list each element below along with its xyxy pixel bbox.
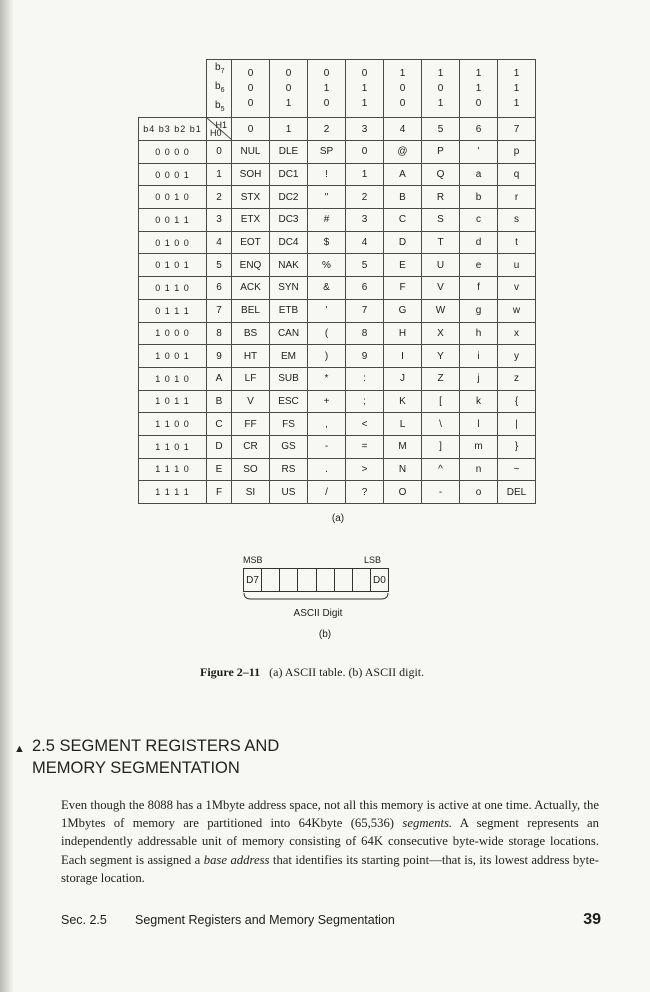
column-bits-6 [460, 60, 498, 118]
ascii-cell: * [308, 367, 346, 390]
bit-d0: D0 [373, 574, 386, 586]
row-bits: 0 1 0 0 [139, 231, 207, 254]
row-bits: 1 1 0 1 [139, 435, 207, 458]
term-segments: segments. [402, 816, 453, 831]
row-hex: C [207, 413, 232, 436]
ascii-cell: / [308, 481, 346, 504]
table-row [139, 277, 536, 300]
row-bits: 1 1 0 0 [139, 413, 207, 436]
row-bits: 1 0 1 1 [139, 390, 207, 413]
ascii-cell: } [498, 435, 536, 458]
ascii-cell: % [308, 254, 346, 277]
row-bits: 0 1 1 0 [139, 277, 207, 300]
ascii-cell: ( [308, 322, 346, 345]
column-bit: 0 [475, 98, 482, 109]
ascii-cell: 4 [346, 231, 384, 254]
ascii-cell: x [498, 322, 536, 345]
ascii-cell: 2 [346, 186, 384, 209]
table-row [139, 345, 536, 368]
ascii-cell: FS [270, 413, 308, 436]
ascii-cell: . [308, 458, 346, 481]
column-bit: 0 [399, 83, 406, 94]
ascii-cell: - [422, 481, 460, 504]
row-hex: 1 [207, 163, 232, 186]
digit-bracket [243, 593, 389, 605]
ascii-cell: v [498, 277, 536, 300]
row-bits: 0 1 1 1 [139, 299, 207, 322]
row-bits: 1 1 1 0 [139, 458, 207, 481]
figure-caption [200, 665, 530, 680]
ascii-cell: 0 [346, 141, 384, 164]
ascii-cell: X [422, 322, 460, 345]
table-row [139, 163, 536, 186]
page-spine-shadow [0, 0, 14, 992]
ascii-cell: " [308, 186, 346, 209]
ascii-cell: I [384, 345, 422, 368]
row-hex: 3 [207, 209, 232, 232]
column-bit: 0 [285, 83, 292, 94]
ascii-cell: HT [232, 345, 270, 368]
column-hex-0: 0 [232, 118, 270, 141]
ascii-cell: FF [232, 413, 270, 436]
row-hex: A [207, 367, 232, 390]
column-bit: 0 [285, 68, 292, 79]
figure-number: Figure 2–11 [200, 665, 261, 679]
ascii-cell: < [346, 413, 384, 436]
table-row [139, 367, 536, 390]
row-hex: 4 [207, 231, 232, 254]
ascii-cell: EM [270, 345, 308, 368]
ascii-cell: J [384, 367, 422, 390]
ascii-cell: s [498, 209, 536, 232]
ascii-cell: DC3 [270, 209, 308, 232]
ascii-cell: M [384, 435, 422, 458]
column-bit: 1 [323, 83, 330, 94]
column-bits-4 [384, 60, 422, 118]
table-row [139, 299, 536, 322]
ascii-cell: Z [422, 367, 460, 390]
bit-d4 [298, 569, 316, 591]
ascii-cell: e [460, 254, 498, 277]
ascii-cell: EOT [232, 231, 270, 254]
ascii-cell: NUL [232, 141, 270, 164]
ascii-cell: B [384, 186, 422, 209]
caption-a: (a) [331, 513, 345, 524]
ascii-cell: t [498, 231, 536, 254]
column-bits-7 [498, 60, 536, 118]
ascii-cell: ! [308, 163, 346, 186]
ascii-cell: q [498, 163, 536, 186]
bit-label: $b_7$ [215, 62, 225, 75]
ascii-cell: \ [422, 413, 460, 436]
column-bit: 0 [247, 98, 254, 109]
ascii-cell: NAK [270, 254, 308, 277]
ascii-cell: > [346, 458, 384, 481]
ascii-cell: 6 [346, 277, 384, 300]
column-bits-0 [232, 60, 270, 118]
section-heading-line2: MEMORY SEGMENTATION [32, 759, 240, 777]
column-bit: 0 [247, 68, 254, 79]
table-row [139, 390, 536, 413]
ascii-cell: ? [346, 481, 384, 504]
h1-h0-corner [207, 118, 232, 141]
column-bit: 0 [437, 83, 444, 94]
ascii-cell: SYN [270, 277, 308, 300]
ascii-cell: LF [232, 367, 270, 390]
ascii-cell: ETX [232, 209, 270, 232]
ascii-cell: H [384, 322, 422, 345]
ascii-cell: y [498, 345, 536, 368]
column-bit: 0 [323, 98, 330, 109]
ascii-cell: 3 [346, 209, 384, 232]
ascii-cell: k [460, 390, 498, 413]
ascii-cell: E [384, 254, 422, 277]
bit-label: $b_6$ [215, 81, 225, 94]
ascii-cell: V [422, 277, 460, 300]
table-row [139, 141, 536, 164]
ascii-cell: CAN [270, 322, 308, 345]
ascii-cell: T [422, 231, 460, 254]
column-bits-3 [346, 60, 384, 118]
ascii-cell: ; [346, 390, 384, 413]
ascii-cell: G [384, 299, 422, 322]
ascii-cell: ] [422, 435, 460, 458]
ascii-cell: = [346, 435, 384, 458]
column-hex-3: 3 [346, 118, 384, 141]
column-bit: 0 [247, 83, 254, 94]
ascii-cell: a [460, 163, 498, 186]
column-bit: 1 [399, 68, 406, 79]
row-hex: 9 [207, 345, 232, 368]
paragraph-part-2: A segment represents an independently addressable unit of memory consisting of 64K consecutive byte-wide storage locations. Each segment is assigned a [61, 816, 600, 867]
row-hex: 2 [207, 186, 232, 209]
ascii-cell: DEL [498, 481, 536, 504]
ascii-cell: SO [232, 458, 270, 481]
ascii-cell: n [460, 458, 498, 481]
ascii-cell: o [460, 481, 498, 504]
column-bit: 0 [361, 68, 368, 79]
page-footer [61, 913, 601, 933]
table-row [139, 458, 536, 481]
ascii-cell: US [270, 481, 308, 504]
ascii-cell: b [460, 186, 498, 209]
ascii-cell: ' [308, 299, 346, 322]
column-bit: 1 [437, 68, 444, 79]
column-bit: 1 [513, 83, 520, 94]
ascii-cell: S [422, 209, 460, 232]
row-hex: 0 [207, 141, 232, 164]
ascii-digit-label: ASCII Digit [293, 608, 343, 619]
column-bits-5 [422, 60, 460, 118]
ascii-cell: DC1 [270, 163, 308, 186]
column-hex-7: 7 [498, 118, 536, 141]
ascii-cell: A [384, 163, 422, 186]
column-bit: 1 [437, 98, 444, 109]
ascii-cell: ACK [232, 277, 270, 300]
ascii-cell: ) [308, 345, 346, 368]
paragraph-part-3: that identifies its starting point—that is, its lowest address byte-storage location. [61, 852, 599, 885]
column-bit: 1 [475, 68, 482, 79]
bit-d2 [335, 569, 353, 591]
ascii-cell: z [498, 367, 536, 390]
ascii-table [138, 59, 536, 504]
bit-d1 [353, 569, 371, 591]
ascii-cell: C [384, 209, 422, 232]
ascii-cell: STX [232, 186, 270, 209]
msb-label: MSB [243, 555, 263, 565]
ascii-cell: { [498, 390, 536, 413]
bit-d5 [280, 569, 298, 591]
row-bits: 0 0 1 0 [139, 186, 207, 209]
column-bit: 1 [361, 83, 368, 94]
ascii-cell: g [460, 299, 498, 322]
page-number: 39 [583, 911, 601, 928]
ascii-cell: BS [232, 322, 270, 345]
ascii-cell: # [308, 209, 346, 232]
row-hex: D [207, 435, 232, 458]
row-bits: 0 0 0 1 [139, 163, 207, 186]
column-bit: 1 [361, 98, 368, 109]
ascii-cell: f [460, 277, 498, 300]
ascii-cell: [ [422, 390, 460, 413]
ascii-cell: & [308, 277, 346, 300]
ascii-cell: 8 [346, 322, 384, 345]
section-marker-icon: ▲ [14, 743, 25, 755]
ascii-cell: BEL [232, 299, 270, 322]
row-bits-header: b4 b3 b2 b1 [139, 118, 207, 141]
ascii-cell: 9 [346, 345, 384, 368]
ascii-cell: DC4 [270, 231, 308, 254]
ascii-cell: ESC [270, 390, 308, 413]
ascii-cell: P [422, 141, 460, 164]
row-bits: 0 0 0 0 [139, 141, 207, 164]
ascii-cell: + [308, 390, 346, 413]
paragraph-part-1: Even though the 8088 has a 1Mbyte address space, not all this memory is active at one time. Actually, the 1Mbytes of memory are partitioned into 64Kbyte (65,536) [61, 798, 599, 831]
column-bits-1 [270, 60, 308, 118]
bit-label: $b_5$ [215, 100, 225, 113]
column-hex-2: 2 [308, 118, 346, 141]
table-row [139, 481, 536, 504]
row-hex: 6 [207, 277, 232, 300]
bit-d3 [317, 569, 335, 591]
ascii-cell: SP [308, 141, 346, 164]
ascii-cell: : [346, 367, 384, 390]
ascii-cell: Y [422, 345, 460, 368]
ascii-cell: 5 [346, 254, 384, 277]
ascii-cell: , [308, 413, 346, 436]
row-hex: 7 [207, 299, 232, 322]
ascii-cell: DC2 [270, 186, 308, 209]
ascii-cell: L [384, 413, 422, 436]
blank-cell [139, 60, 207, 118]
ascii-cell: l [460, 413, 498, 436]
ascii-cell: - [308, 435, 346, 458]
ascii-cell: R [422, 186, 460, 209]
ascii-cell: ~ [498, 458, 536, 481]
row-hex: 5 [207, 254, 232, 277]
ascii-cell: h [460, 322, 498, 345]
ascii-cell: ETB [270, 299, 308, 322]
ascii-cell: @ [384, 141, 422, 164]
footer-title: Segment Registers and Memory Segmentation [135, 913, 395, 927]
ascii-cell: r [498, 186, 536, 209]
bit-d7: D7 [244, 569, 262, 591]
lsb-label: LSB [364, 555, 382, 565]
table-row [139, 322, 536, 345]
ascii-cell: $ [308, 231, 346, 254]
ascii-cell: O [384, 481, 422, 504]
ascii-cell: d [460, 231, 498, 254]
column-bit-labels [207, 60, 232, 118]
ascii-cell: m [460, 435, 498, 458]
row-bits: 1 1 1 1 [139, 481, 207, 504]
ascii-cell: j [460, 367, 498, 390]
row-bits: 0 0 1 1 [139, 209, 207, 232]
row-hex: F [207, 481, 232, 504]
row-hex: E [207, 458, 232, 481]
ascii-cell: GS [270, 435, 308, 458]
column-hex-6: 6 [460, 118, 498, 141]
ascii-cell: 1 [346, 163, 384, 186]
table-row [139, 209, 536, 232]
table-row [139, 413, 536, 436]
section-heading-line1: 2.5 SEGMENT REGISTERS AND [32, 737, 280, 755]
column-hex-1: 1 [270, 118, 308, 141]
column-bits-2 [308, 60, 346, 118]
row-bits: 1 0 1 0 [139, 367, 207, 390]
ascii-cell: K [384, 390, 422, 413]
ascii-cell: SOH [232, 163, 270, 186]
body-paragraph [61, 796, 599, 887]
ascii-cell: V [232, 390, 270, 413]
ascii-cell: ^ [422, 458, 460, 481]
table-row [139, 435, 536, 458]
table-row [139, 254, 536, 277]
column-bit: 1 [285, 98, 292, 109]
ascii-cell: D [384, 231, 422, 254]
row-bits: 0 1 0 1 [139, 254, 207, 277]
row-bits: 1 0 0 0 [139, 322, 207, 345]
ascii-cell: DLE [270, 141, 308, 164]
h0-label: H0 [210, 128, 222, 138]
figure-caption-text: (a) ASCII table. (b) ASCII digit. [269, 665, 425, 679]
ascii-cell: CR [232, 435, 270, 458]
term-base-address: base address [203, 852, 270, 867]
column-bit: 1 [513, 98, 520, 109]
ascii-cell: i [460, 345, 498, 368]
ascii-digit-register [243, 568, 389, 592]
column-bit: 0 [399, 98, 406, 109]
caption-b: (b) [318, 629, 332, 640]
table-row [139, 231, 536, 254]
ascii-cell: | [498, 413, 536, 436]
ascii-cell: 7 [346, 299, 384, 322]
row-hex: B [207, 390, 232, 413]
ascii-cell: SUB [270, 367, 308, 390]
row-hex: 8 [207, 322, 232, 345]
ascii-cell: w [498, 299, 536, 322]
ascii-cell: c [460, 209, 498, 232]
footer-section: Sec. 2.5 [61, 913, 107, 927]
ascii-cell: ENQ [232, 254, 270, 277]
table-row [139, 186, 536, 209]
column-bit: 0 [323, 68, 330, 79]
ascii-cell: u [498, 254, 536, 277]
ascii-cell: RS [270, 458, 308, 481]
ascii-cell: Q [422, 163, 460, 186]
column-bit: 1 [513, 68, 520, 79]
column-bit: 1 [475, 83, 482, 94]
ascii-cell: F [384, 277, 422, 300]
column-hex-4: 4 [384, 118, 422, 141]
ascii-cell: p [498, 141, 536, 164]
h1-label: H1 [215, 120, 227, 130]
ascii-cell: N [384, 458, 422, 481]
ascii-cell: ' [460, 141, 498, 164]
bit-d6 [262, 569, 280, 591]
column-hex-5: 5 [422, 118, 460, 141]
ascii-cell: SI [232, 481, 270, 504]
ascii-cell: W [422, 299, 460, 322]
row-bits: 1 0 0 1 [139, 345, 207, 368]
ascii-cell: U [422, 254, 460, 277]
